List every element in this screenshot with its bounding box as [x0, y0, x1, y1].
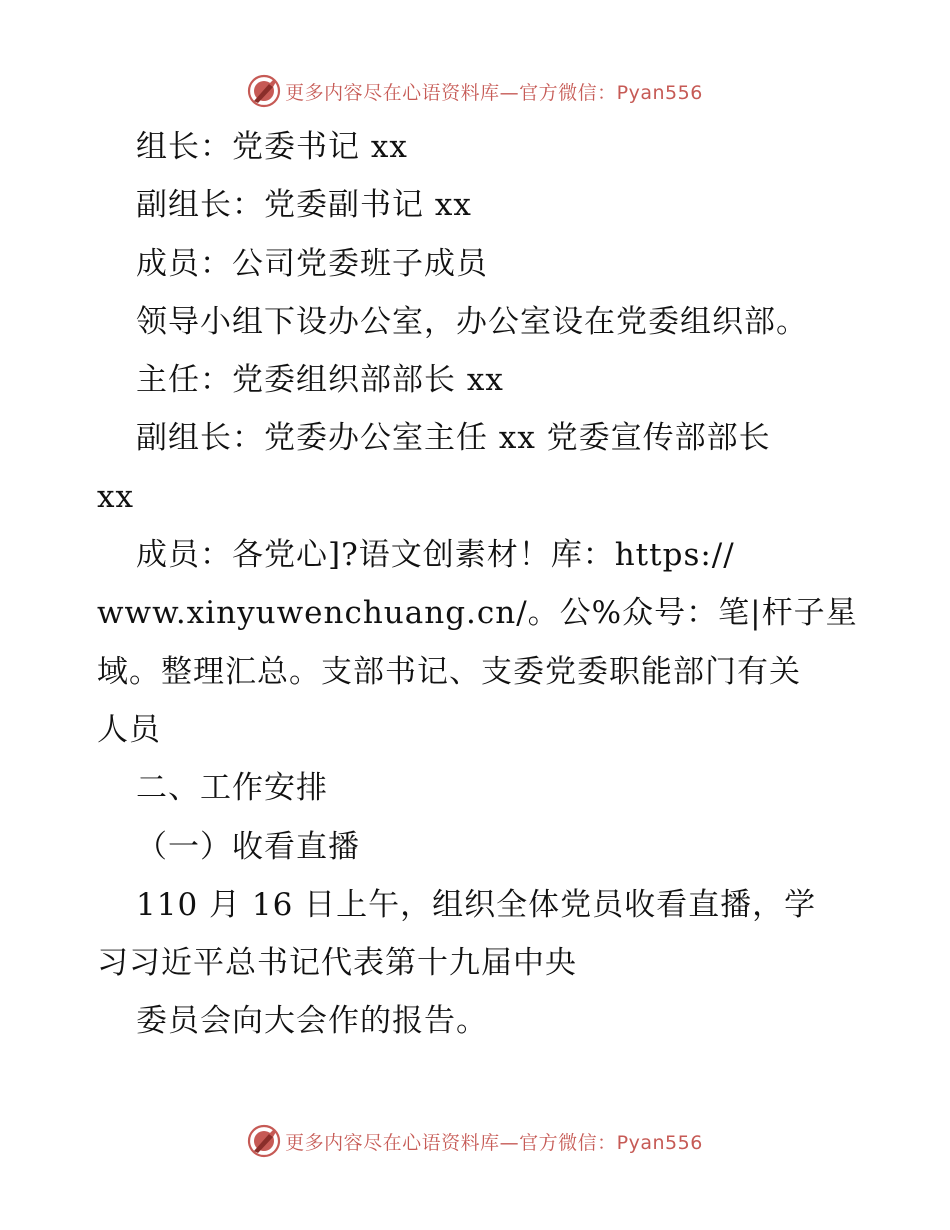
body-line: 110 月 16 日上午，组织全体党员收看直播，学	[136, 886, 817, 923]
body-line: 域。整理汇总。支部书记、支委党委职能部门有关	[97, 653, 801, 690]
body-line: www.xinyuwenchuang.cn/。公%众号：笔|杆子星	[97, 595, 858, 632]
body-line: 主任：党委组织部部长 xx	[136, 362, 504, 399]
pen-circle-logo-icon	[247, 1124, 281, 1158]
body-line: 副组长：党委副书记 xx	[136, 187, 472, 224]
body-line: 领导小组下设办公室，办公室设在党委组织部。	[136, 303, 808, 340]
subsection-heading: （一）收看直播	[136, 828, 360, 865]
footer-banner-text: 更多内容尽在心语资料库—官方微信：Pyan556	[285, 1131, 703, 1154]
body-line: 组长：党委书记 xx	[136, 129, 408, 165]
document-body	[97, 118, 857, 1051]
section-heading: 二、工作安排	[136, 770, 328, 807]
body-line: 成员：公司党委班子成员	[136, 245, 488, 282]
body-line: 委员会向大会作的报告。	[136, 1003, 488, 1040]
body-line: 人员	[97, 711, 161, 748]
body-line: 成员：各党心]?语文创素材！库：https://	[136, 537, 735, 574]
body-line: xx	[97, 478, 134, 515]
body-line: 副组长：党委办公室主任 xx 党委宣传部部长	[136, 420, 771, 457]
header-banner	[0, 71, 950, 111]
body-line: 习习近平总书记代表第十九届中央	[97, 945, 577, 982]
header-banner-text: 更多内容尽在心语资料库—官方微信：Pyan556	[285, 81, 703, 104]
footer-banner	[0, 1121, 950, 1161]
pen-circle-logo-icon	[247, 74, 281, 108]
